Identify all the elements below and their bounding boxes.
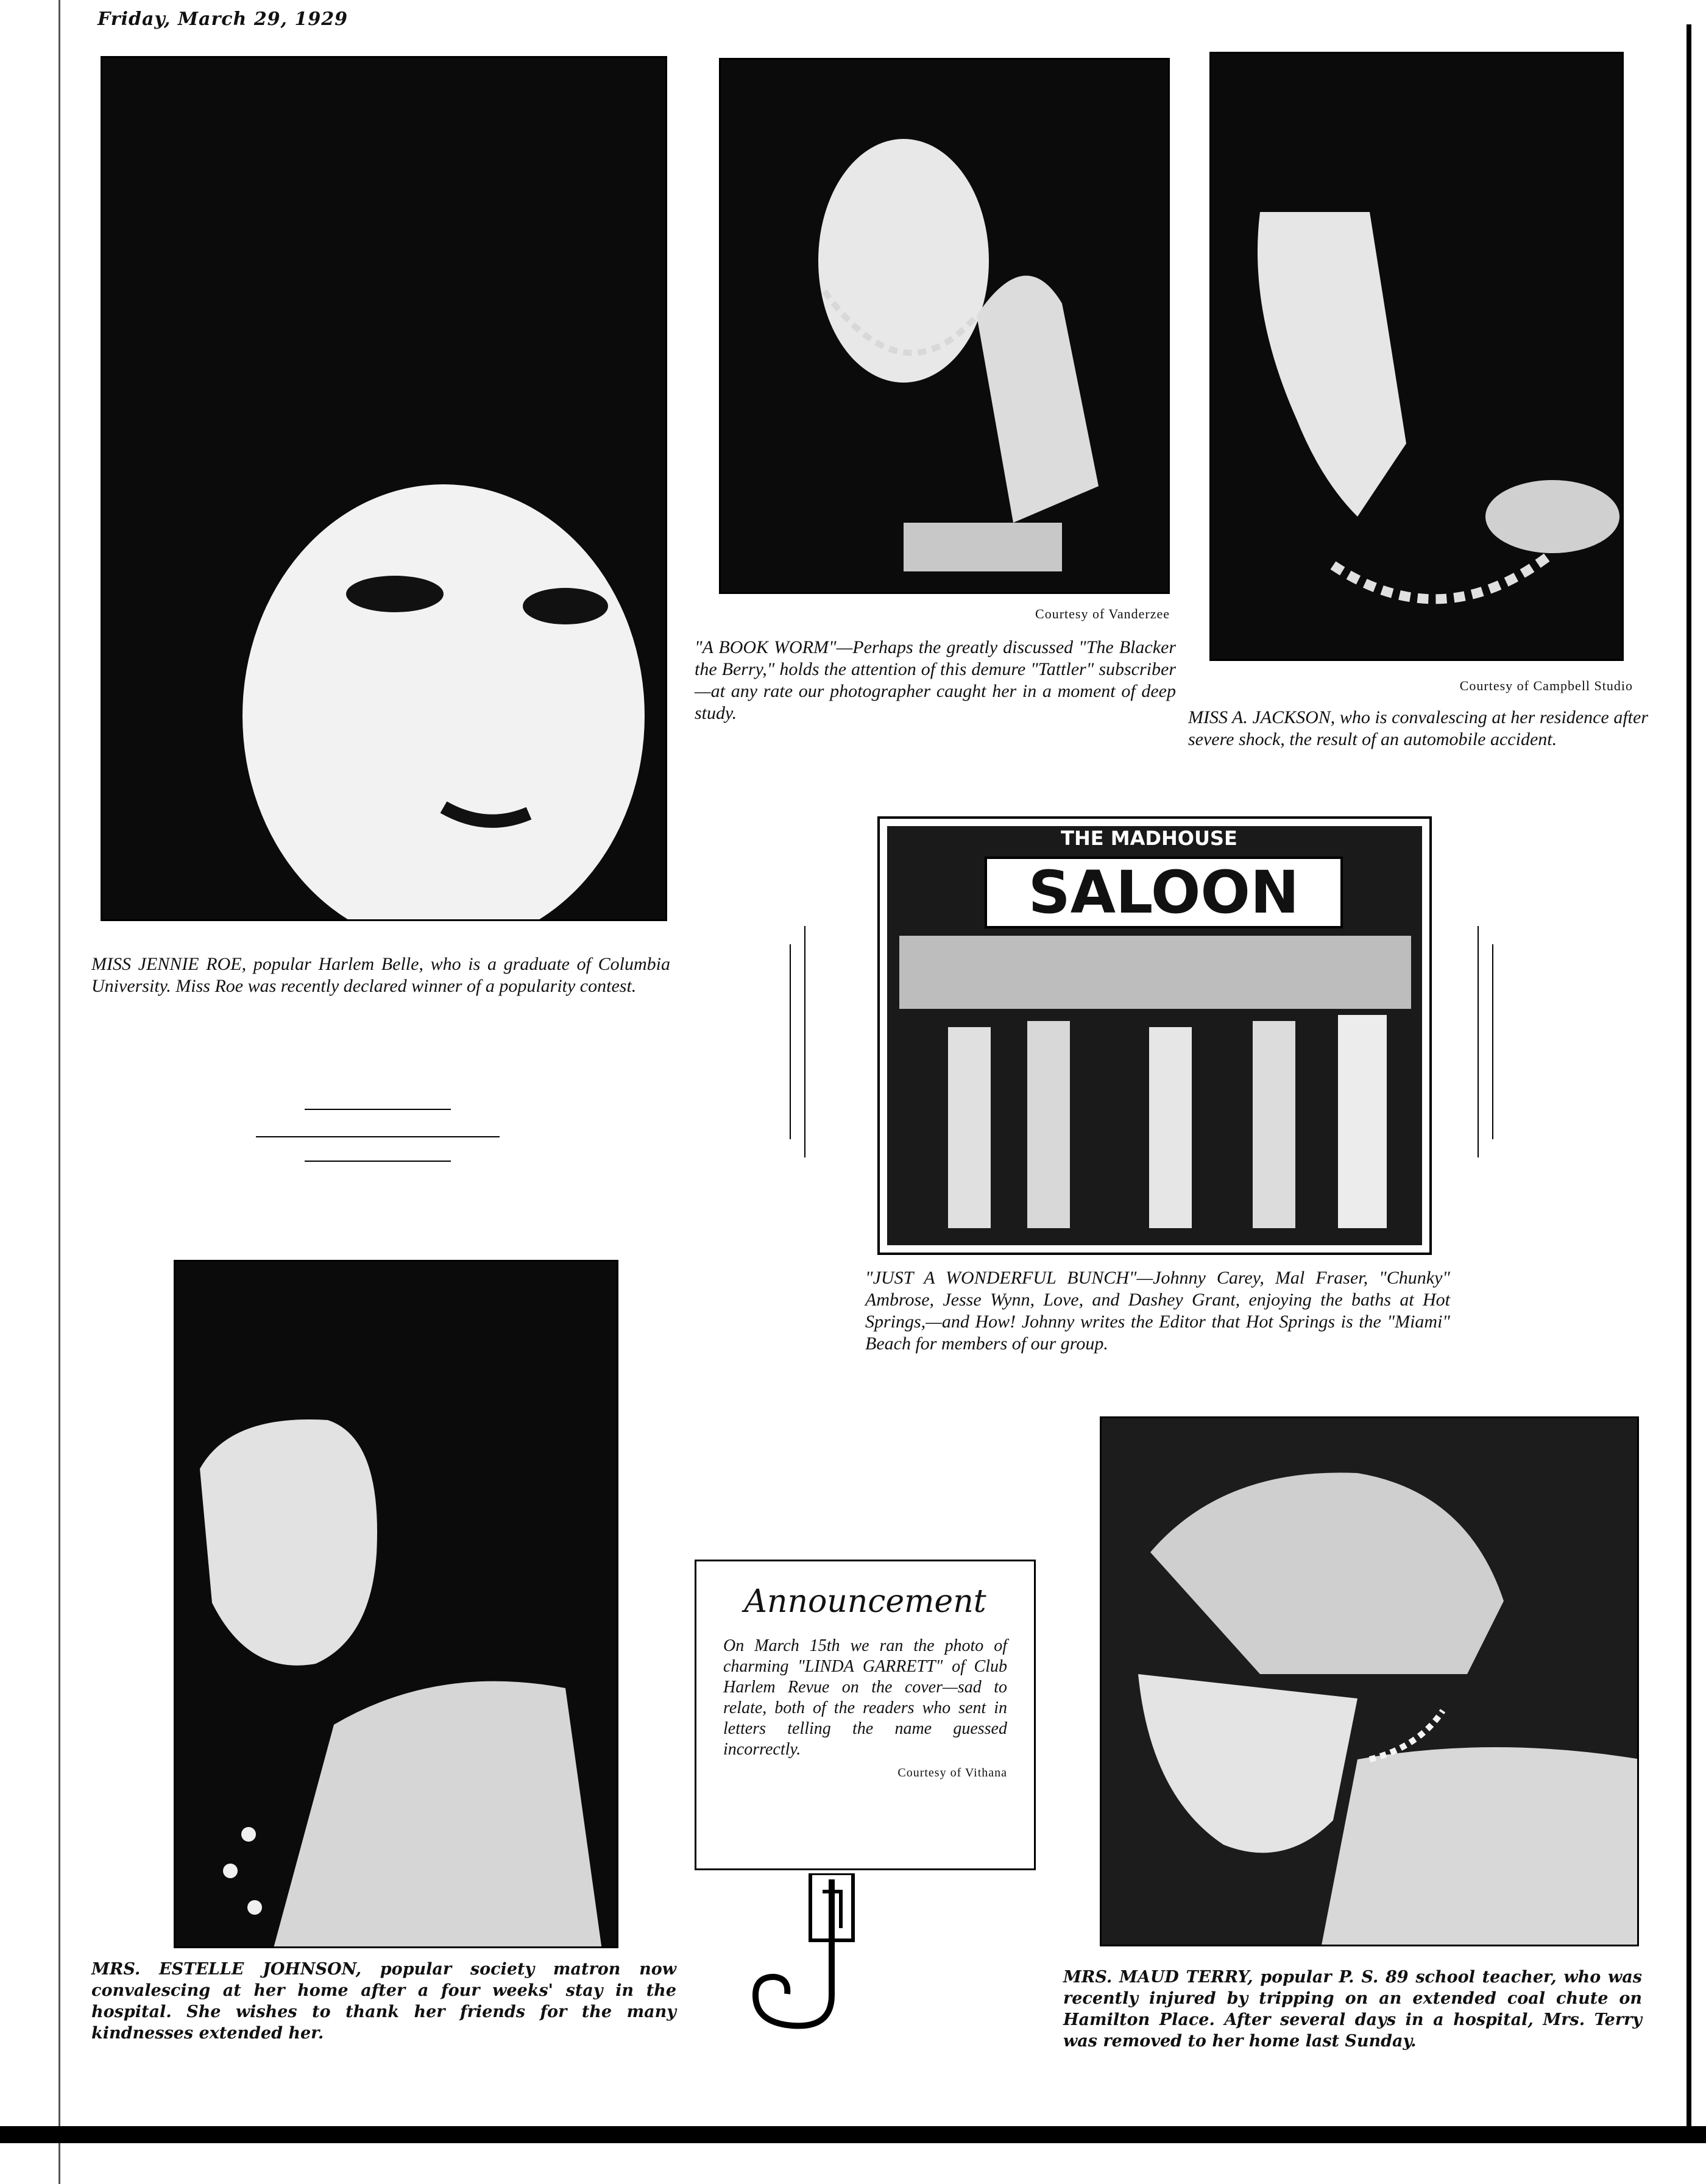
divider-rule [305, 1109, 451, 1110]
portrait-maud-terry [1102, 1418, 1639, 1946]
right-page-edge [1687, 24, 1691, 2126]
caption-book-worm: "A BOOK WORM"—Perhaps the greatly discussed "The Blacker the Berry," holds the attention of this demure "Tattler" subscriber—at any rate our photographer caught her in a moment of deep study. [695, 637, 1176, 723]
announcement-box [695, 1560, 1036, 1870]
side-rule [804, 926, 805, 1157]
announcement-title: Announcement [744, 1583, 986, 1620]
caption-estelle-johnson: MRS. ESTELLE JOHNSON, popular society matron now convalescing at her home after a four weeks' stay in the hospital. She wishes to thank her friends for the many kindnesses extended her. [91, 1960, 676, 2043]
photo-jennie-roe [101, 56, 667, 921]
monogram-ornament [731, 1873, 890, 2038]
portrait-a-jackson [1211, 54, 1624, 661]
page-bottom-border [0, 2126, 1706, 2143]
portrait-book-worm [721, 60, 1170, 594]
caption-maud-terry: MRS. MAUD TERRY, popular P. S. 89 school teacher, who was recently injured by tripping on an extended coal chute on Hamilton Place. After several days in a hospital, Mrs. Terry was removed to her home last Sunday. [1063, 1968, 1642, 2051]
announcement-credit: Courtesy of Vithana [897, 1766, 1007, 1779]
ornament-j-icon [731, 1873, 890, 2038]
caption-jennie-roe: MISS JENNIE ROE, popular Harlem Belle, who is a graduate of Columbia University. Miss Roe was recently declared winner of a popularity contest. [91, 954, 670, 996]
photo-maud-terry [1100, 1416, 1639, 1946]
photo-a-jackson [1209, 52, 1624, 661]
photo-estelle-johnson [174, 1260, 618, 1948]
announcement-body: On March 15th we ran the photo of charming "LINDA GARRETT" of Club Harlem Revue on the cover—sad to relate, both of the readers who sent in letters telling the name guessed incorrectly. [723, 1636, 1007, 1759]
saloon-scene [887, 826, 1422, 1245]
sign-saloon: SALOON [985, 857, 1343, 928]
credit-book-worm: Courtesy of Vanderzee [1035, 606, 1170, 621]
credit-a-jackson: Courtesy of Campbell Studio [1459, 678, 1633, 693]
side-rule [790, 944, 791, 1139]
portrait-jennie-roe [102, 58, 667, 921]
photo-book-worm [719, 58, 1170, 594]
side-rule [1492, 944, 1493, 1139]
portrait-estelle-johnson [175, 1262, 618, 1948]
left-page-edge [58, 0, 60, 2184]
sign-the-madhouse: THE MADHOUSE [1061, 827, 1237, 850]
caption-a-jackson: MISS A. JACKSON, who is convalescing at her residence after severe shock, the result of an automobile accident. [1188, 707, 1648, 749]
dateline: Friday, March 29, 1929 [97, 9, 348, 30]
divider-rule [305, 1161, 451, 1162]
caption-saloon: "JUST A WONDERFUL BUNCH"—Johnny Carey, Mal Fraser, "Chunky" Ambrose, Jesse Wynn, Love, and Dashey Grant, enjoying the baths at Hot Springs,—and How! Johnny writes the Editor that Hot Springs is the "Miami" Beach for members of our group. [865, 1268, 1450, 1354]
side-rule [1478, 926, 1479, 1157]
photo-saloon [877, 816, 1432, 1255]
divider-rule [256, 1136, 500, 1137]
